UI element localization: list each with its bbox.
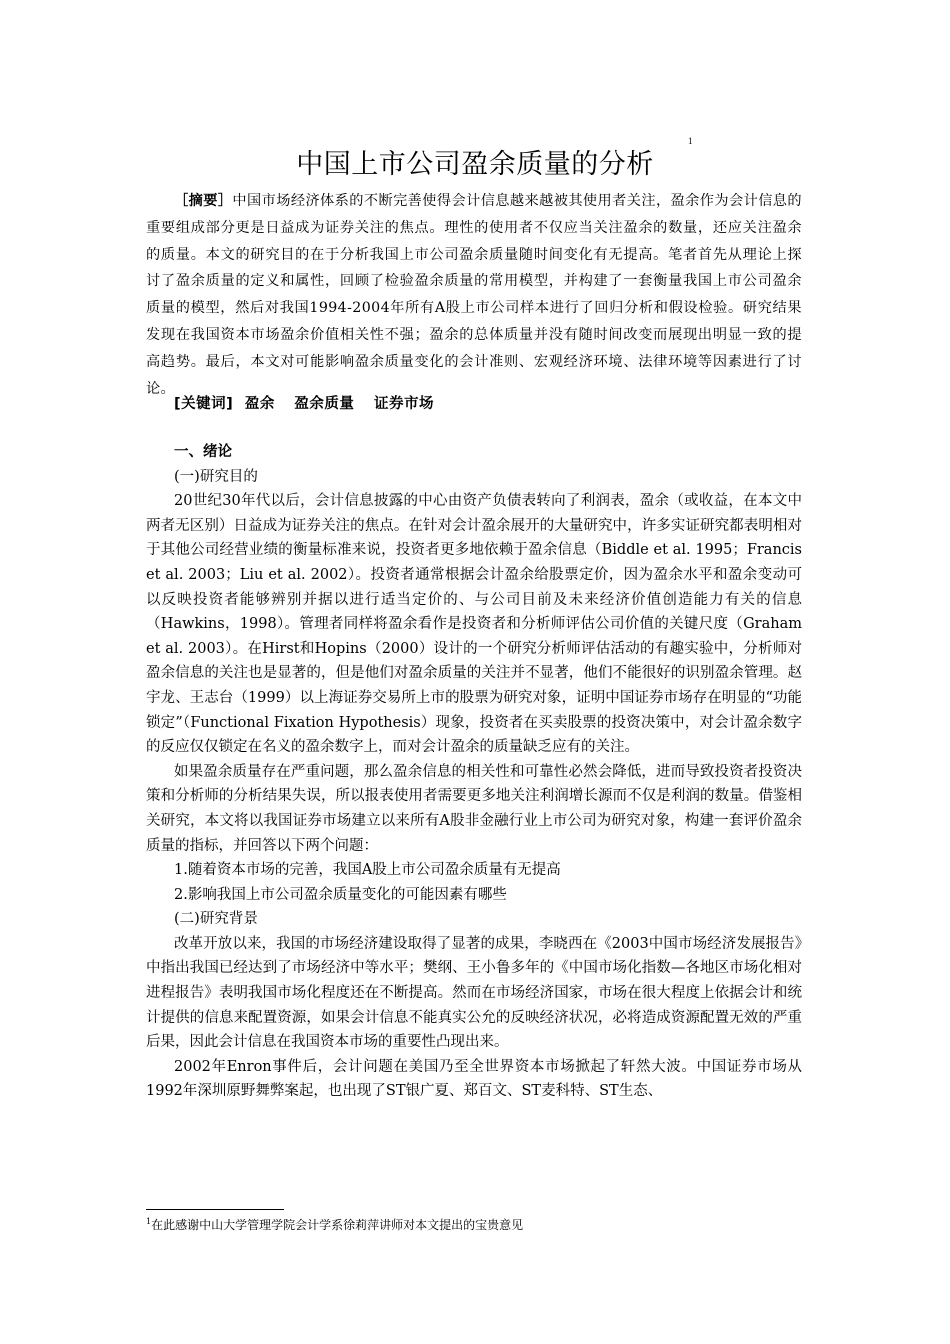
- section-heading: 一、绪论: [174, 444, 232, 460]
- body-text: [146, 440, 802, 1104]
- question-item: 2.影响我国上市公司盈余质量变化的可能因素有哪些: [174, 886, 507, 903]
- abstract-text: 中国市场经济体系的不断完善使得会计信息越来越被其使用者关注，盈余作为会计信息的重要组成部分更是日益成为证券关注的焦点。理性的使用者不仅应当关注盈余的数量，还应关注盈余的质量。本文的研究目的在于分析我国上市公司盈余质量随时间变化有无提高。笔者首先从理论上探讨了盈余质量的定义和属性，回顾了检验盈余质量的常用模型，并构建了一套衡量我国上市公司盈余质量的模型，然后对我国1994-2004年所有A股上市公司样本进行了回归分析和假设检验。研究结果发现在我国资本市场盈余价值相关性不强；盈余的总体质量并没有随时间改变而展现出明显一致的提高趋势。最后，本文对可能影响盈余质量变化的会计准则、宏观经济环境、法律环境等因素进行了讨论。: [146, 193, 802, 397]
- abstract: [146, 188, 802, 402]
- paragraph: 20世纪30年代以后，会计信息披露的中心由资产负债表转向了利润表，盈余（或收益，在本文中两者无区别）日益成为证券关注的焦点。在针对会计盈余展开的大量研究中，许多实证研究都表明相对于其他公司经营业绩的衡量标准来说，投资者更多地依赖于盈余信息（Biddle et al. 1995；Francis et al. 2003；Liu et al. 2002）。投资者通常根据会计盈余给股票定价，因为盈余水平和盈余变动可以反映投资者能够辨别并据以进行适当定价的、与公司目前及未来经济价值创造能力有关的信息（Hawkins，1998）。管理者同样将盈余看作是投资者和分析师评估公司价值的关键尺度（Graham et al. 2003）。在Hirst和Hopins（2000）设计的一个研究分析师评估活动的有趣实验中，分析师对盈余信息的关注也是显著的，但是他们对盈余质量的关注并不显著，他们不能很好的识别盈余管理。赵宇龙、王志台（1999）以上海证券交易所上市的股票为研究对象，证明中国证券市场存在明显的“功能锁定”（Functional Fixation Hypothesis）现象，投资者在买卖股票的投资决策中，对会计盈余数字的反应仅仅锁定在名义的盈余数字上，而对会计盈余的质量缺乏应有的关注。: [146, 493, 802, 756]
- footnote: [146, 1214, 523, 1233]
- keyword-item: 证券市场: [373, 396, 434, 412]
- paragraph: 如果盈余质量存在严重问题，那么盈余信息的相关性和可靠性必然会降低，进而导致投资者投资决策和分析师的分析结果失误，所以报表使用者需要更多地关注利润增长源而不仅是利润的数量。借鉴相关研究，本文将以我国证券市场建立以来所有A股非金融行业上市公司为研究对象，构建一套评价盈余质量的指标，并回答以下两个问题：: [146, 763, 802, 854]
- subsection-heading-background: (二)研究背景: [174, 911, 258, 928]
- keyword-item: 盈余: [244, 396, 275, 412]
- title-footnote-mark: 1: [688, 136, 693, 146]
- abstract-label: ［摘要］: [174, 193, 233, 209]
- paragraph: 改革开放以来，我国的市场经济建设取得了显著的成果，李晓西在《2003中国市场经济发展报告》中指出我国已经达到了市场经济中等水平；樊纲、王小鲁多年的《中国市场化指数—各地区市场化相对进程报告》表明我国市场化程度还在不断提高。然而在市场经济国家，市场在很大程度上依据会计和统计提供的信息来配置资源，如果会计信息不能真实公允的反映经济状况，必将造成资源配置无效的严重后果，因此会计信息在我国资本市场的重要性凸现出来。: [146, 935, 802, 1051]
- keywords: [174, 392, 448, 413]
- paper-title: 中国上市公司盈余质量的分析: [296, 149, 654, 181]
- keywords-label: [关键词]: [174, 396, 234, 412]
- paragraph: 2002年Enron事件后，会计问题在美国乃至全世界资本市场掀起了轩然大波。中国证券市场从1992年深圳原野舞弊案起，也出现了ST银广夏、郑百文、ST麦科特、ST生态、: [146, 1058, 802, 1100]
- footnote-divider: [146, 1209, 284, 1210]
- footnote-mark: 1: [146, 1217, 152, 1226]
- subsection-heading-purpose: (一)研究目的: [174, 468, 258, 485]
- keyword-item: 盈余质量: [294, 396, 355, 412]
- footnote-text: 在此感谢中山大学管理学院会计学系徐莉萍讲师对本文提出的宝贵意见: [151, 1218, 524, 1232]
- question-item: 1.随着资本市场的完善，我国A股上市公司盈余质量有无提高: [174, 862, 561, 879]
